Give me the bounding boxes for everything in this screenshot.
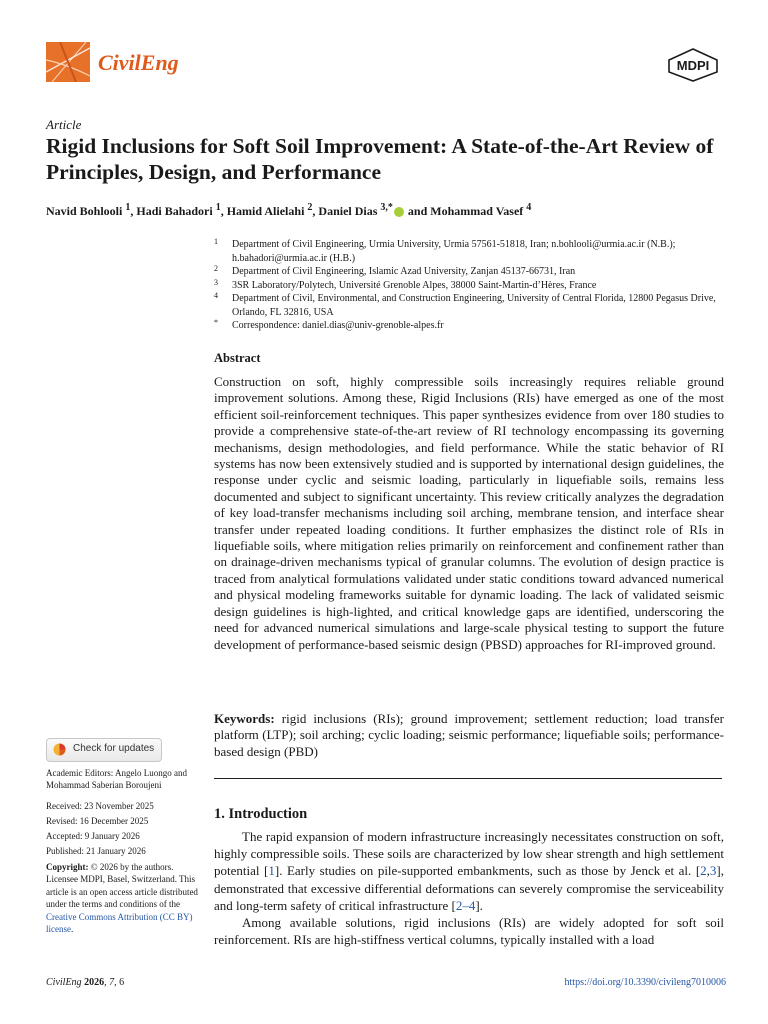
article-title: Rigid Inclusions for Soft Soil Improvement: A State-of-the-Art Review of Principles, Design, and Performance (46, 134, 714, 184)
affiliation-text: 3SR Laboratory/Polytech, Université Grenoble Alpes, 38000 Saint-Martin-d’Hères, France (232, 279, 597, 291)
journal-name: CivilEng (98, 50, 179, 75)
keywords-text: rigid inclusions (RIs); ground improvement; settlement reduction; load transfer platform (LTP); soil arching; cyclic loading; seismic performance; liquefiable soils; performance-based design (PBD) (214, 711, 725, 759)
author-name: Hadi Bahadori (136, 204, 213, 218)
citation-link[interactable]: 2 (700, 863, 707, 879)
doi-link[interactable]: https://doi.org/10.3390/civileng7010006 (564, 977, 726, 988)
introduction-body (214, 828, 724, 948)
affiliation-mark: 4 (214, 291, 218, 300)
author-affiliation-mark: 2 (307, 202, 313, 213)
affiliation-item (214, 292, 726, 319)
copyright-text-end: . (71, 924, 74, 935)
copyright-notice (46, 861, 206, 935)
copyright-label: Copyright: (46, 862, 89, 872)
affiliation-item (214, 279, 726, 293)
footer-volume: 7 (109, 977, 115, 988)
footer-journal-name: CivilEng (46, 977, 82, 988)
article-type: Article (46, 117, 82, 132)
citation-link[interactable]: 2–4 (455, 897, 476, 913)
affiliation-text: Department of Civil Engineering, Urmia University, Urmia 57561-51818, Iran; n.bohlooli@urmia.ac.ir (N.B.); h.bahadori@urmia.ac.ir (H.B.) (232, 239, 676, 264)
affiliation-list (214, 238, 726, 333)
academic-editors: Academic Editors: Angelo Luongo and Mohammad Saberian Boroujeni (46, 768, 187, 791)
affiliation-item (214, 238, 726, 265)
author-affiliation-mark: 4 (526, 202, 532, 213)
footer-article-number: , 6 (114, 977, 125, 988)
check-for-updates-label: Check for updates (73, 743, 155, 754)
svg-text:MDPI: MDPI (676, 58, 710, 73)
date-revised: Revised: 16 December 2025 (46, 816, 149, 826)
author-affiliation-mark: 1 (215, 202, 221, 213)
footer-citation: CivilEng 2026, 7, 6 (46, 977, 125, 988)
section-divider (214, 778, 722, 779)
section-heading: 1. Introduction (214, 806, 308, 822)
paragraph (214, 828, 724, 914)
date-published: Published: 21 January 2026 (46, 846, 146, 856)
citation-link[interactable]: 1 (268, 863, 275, 879)
correspondence-text: Correspondence: daniel.dias@univ-grenoble-alpes.fr (232, 320, 444, 331)
journal-logo-icon (46, 42, 90, 82)
date-received: Received: 23 November 2025 (46, 801, 154, 811)
check-for-updates-button[interactable] (46, 738, 162, 762)
orcid-icon[interactable] (394, 207, 404, 217)
affiliation-mark: 3 (214, 277, 218, 287)
copyright-text: © 2026 by the authors. Licensee MDPI, Basel, Switzerland. This article is an open access article distributed under the terms and conditions of the (46, 862, 198, 910)
author-affiliation-mark: 1 (125, 202, 131, 213)
affiliation-mark: 2 (214, 264, 218, 273)
abstract-heading: Abstract (214, 351, 261, 365)
affiliation-mark: * (214, 318, 218, 327)
paragraph-text: ]. (475, 897, 483, 913)
affiliation-text: Department of Civil Engineering, Islamic Azad University, Zanjan 45137-66731, Iran (232, 266, 576, 277)
author-name: Navid Bohlooli (46, 204, 123, 218)
affiliation-item (214, 319, 726, 333)
footer-year: 2026 (84, 977, 105, 988)
author-list: Navid Bohlooli $^1$, Hadi Bahadori $^1$, Hamid Alielahi $^2$, Daniel Dias $^{3,*}$ and Mohammad Vasef $^4$ (46, 202, 532, 218)
paragraph-text: ]. Early studies on pile-supported embankments, such as those by Jenck et al. [ (274, 863, 701, 879)
paragraph-text: The rapid expansion of modern infrastructure increasingly necessitates construction on soft, highly compressible soils. These soils are characterized by low shear strength and high settlement potential [ (214, 829, 724, 879)
citation-link[interactable]: 3 (709, 863, 717, 879)
paragraph-text: ], demonstrated that excessive differential deformations can severely compromise the serviceability and long-term safety of critical infrastructure [ (214, 863, 724, 913)
publisher-logo (664, 48, 722, 82)
date-accepted: Accepted: 9 January 2026 (46, 831, 140, 841)
paragraph: Among available solutions, rigid inclusions (RIs) are widely adopted for soft soil reinforcement. RIs are high-stiffness vertical columns, typically installed with a load (214, 915, 724, 948)
author-name: Mohammad Vasef (430, 204, 524, 218)
update-badge-icon (53, 743, 66, 756)
author-name: Hamid Alielahi (226, 204, 305, 218)
author-affiliation-mark: 3,* (380, 202, 393, 213)
keywords-label: Keywords: (214, 711, 275, 726)
abstract-text: Construction on soft, highly compressible soils increasingly requires reliable ground improvement solutions. Among these, Rigid Inclusions (RIs) have emerged as one of the most efficient soil-reinforcement techniques. This paper synthesizes evidence from over 180 studies to provide a comprehensive state-of-the-art review of RI technology encompassing its governing mechanisms, design methodologies, and field performance. While the static behavior of RI systems has now been extensively studied and is supported by international design guidelines, the response under cyclic and seismic loading, particularly in liquefiable soils, remains less documented and subject to significant uncertainty. This review critically analyzes the degradation of key load-transfer mechanisms including soil arching, membrane tension, and interface shear transfer under repeated loading conditions. It further emphasizes the distinct role of RIs in liquefiable soils, where mitigation relies primarily on reinforcement and confinement rather than on drainage-driven mechanisms typical of granular columns. The evolution of design practice is traced from analytical formulations validated under static conditions toward advanced numerical and physical modeling frameworks suitable for dynamic loading. The lack of validated seismic design guidelines is high-lighted, and critical knowledge gaps are identified, underscoring the need for advanced numerical simulations and large-scale physical testing to support the future development of performance-based seismic design (PBSD) approaches for RI-improved ground. (214, 374, 724, 652)
author-name: Daniel Dias (318, 204, 378, 218)
paragraph-text: , (706, 863, 710, 879)
affiliation-text: Department of Civil, Environmental, and Construction Engineering, University of Central Florida, 12800 Pegasus Drive, Orlando, FL 32816, USA (232, 293, 716, 318)
affiliation-item (214, 265, 726, 279)
keywords-block (214, 711, 724, 760)
affiliation-mark: 1 (214, 237, 218, 246)
license-link[interactable]: Creative Commons Attribution (CC BY) license (46, 911, 193, 935)
